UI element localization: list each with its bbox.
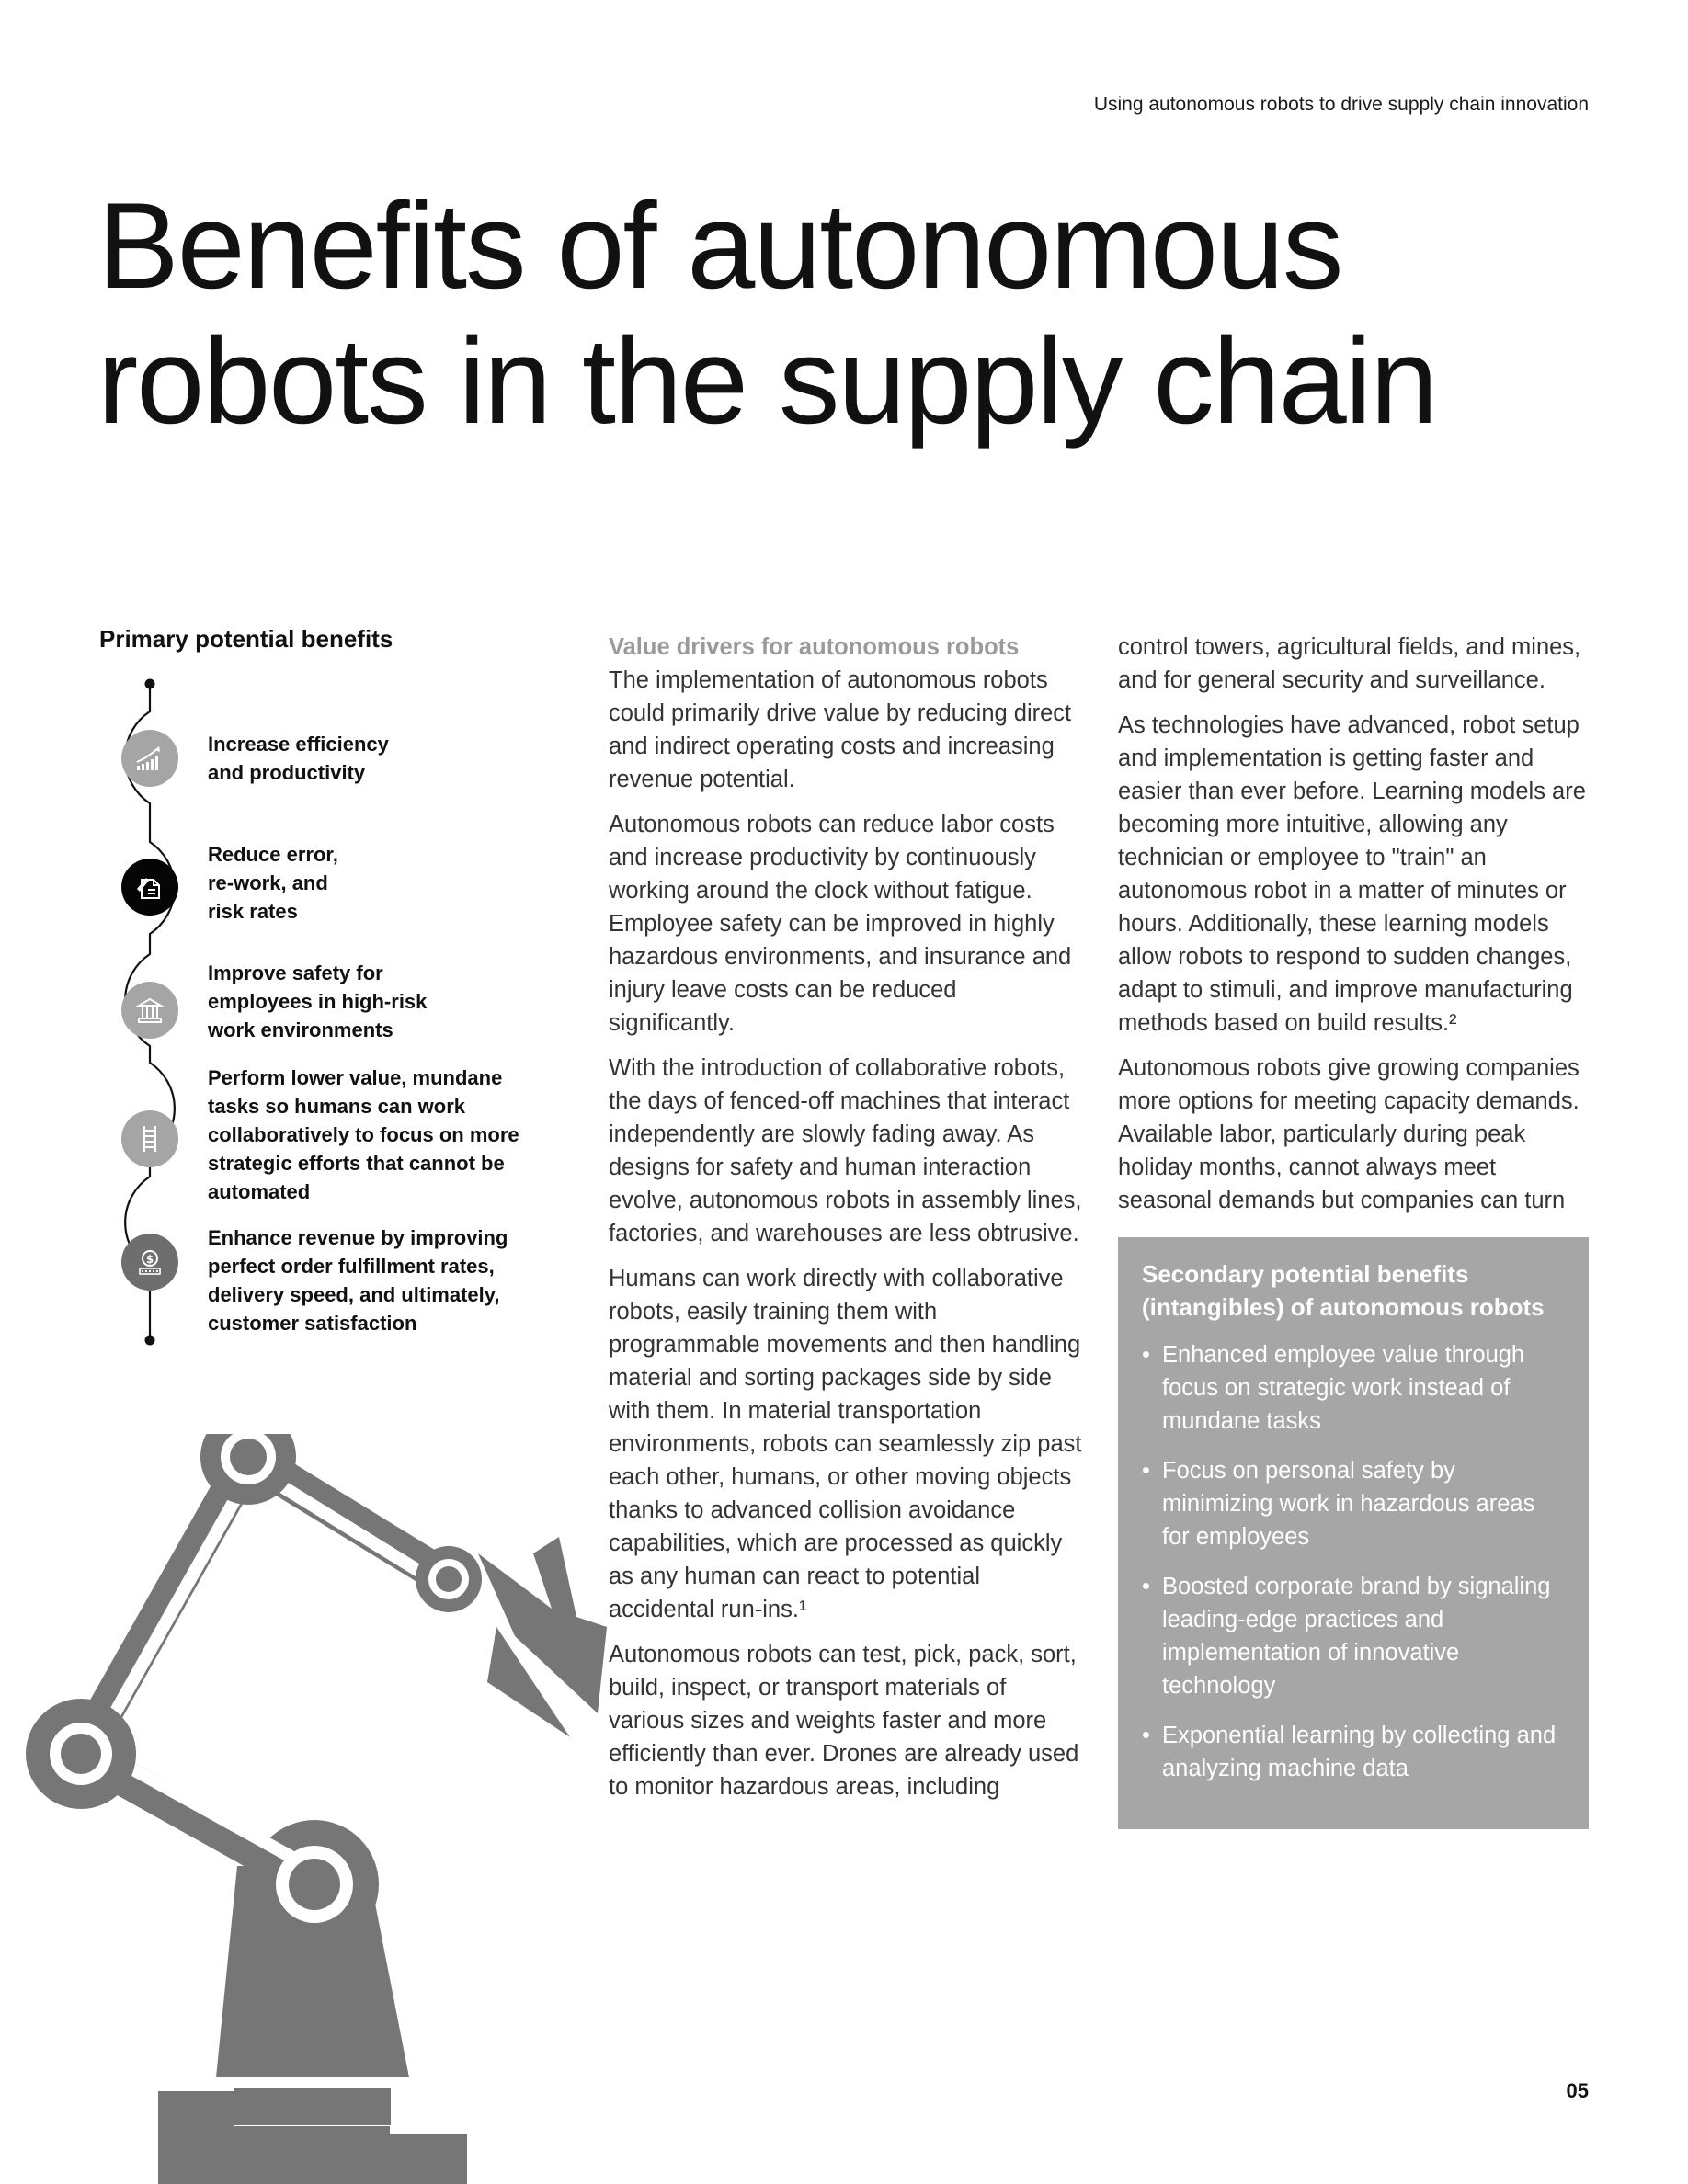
body-paragraph: Autonomous robots can reduce labor costs and increase productivity by continuously working around the clock without fatigue. Employee safety can be improved in highly hazardous environments, and insurance and injury leave costs can be reduced significantly. (609, 812, 1072, 1036)
benefit-label-revenue (208, 1223, 539, 1337)
secondary-benefits-heading: Secondary potential benefits (intangibles) of autonomous robots (1142, 1260, 1545, 1321)
institution-icon (121, 982, 178, 1039)
section-heading: Value drivers for autonomous robots (609, 634, 1020, 660)
benefit-line: Increase efficiency (208, 733, 389, 756)
primary-benefits-heading: Primary potential benefits (99, 625, 393, 653)
secondary-benefits-box (1118, 1237, 1589, 1829)
body-paragraph: Humans can work directly with collaborative robots, easily training them with programmable movements and then handling material and sorting packages side by side with them. In material transportation environments, robots can seamlessly zip past each other, humans, or other moving objects thanks to advanced collision avoidance capabilities, which are processed as quickly as any human can react to potential accidental run-ins.¹ (609, 1266, 1082, 1622)
list-item-text: Enhanced employee value through focus on strategic work instead of mundane tasks (1162, 1342, 1525, 1434)
benefit-line: Reduce error, (208, 843, 338, 866)
benefit-line: automated (208, 1180, 311, 1203)
benefit-line: perfect order fulfillment rates, (208, 1255, 495, 1278)
body-column-right (1118, 631, 1596, 1229)
bullet-icon: • (1142, 1723, 1150, 1748)
body-paragraph: With the introduction of collaborative robots, the days of fenced-off machines that interact independently are slowly fading away. As designs for safety and human interaction evolve, autonomous robots in assembly lines, factories, and warehouses are less obtrusive. (609, 1055, 1082, 1246)
body-paragraph: As technologies have advanced, robot setup and implementation is getting faster and easier than ever before. Learning models are becoming more intuitive, allowing any technician or employee to "train" an autonomous robot in a matter of minutes or hours. Additionally, these learning models allow robots to respond to sudden changes, adapt to stimuli, and improve manufacturing methods based on build results.² (1118, 712, 1586, 1036)
page-number: 05 (1566, 2079, 1589, 2102)
bullet-icon: • (1142, 1574, 1150, 1599)
benefit-line: Enhance revenue by improving (208, 1226, 508, 1249)
benefit-line: delivery speed, and ultimately, (208, 1283, 500, 1306)
benefit-line: collaboratively to focus on more (208, 1123, 519, 1146)
list-item-text: Boosted corporate brand by signaling leading-edge practices and implementation of innovative technology (1162, 1574, 1551, 1699)
svg-text:$: $ (145, 1253, 154, 1266)
page-title-line-2: robots in the supply chain (97, 313, 1437, 449)
running-header: Using autonomous robots to drive supply chain innovation (1093, 94, 1589, 115)
body-paragraph: Autonomous robots give growing companies more options for meeting capacity demands. Available labor, particularly during peak holiday months, cannot always meet seasonal demands but companies can turn (1118, 1055, 1580, 1213)
benefit-line: customer satisfaction (208, 1312, 417, 1335)
page-title (97, 179, 1568, 449)
growth-chart-icon (121, 730, 178, 787)
benefit-label-error (208, 840, 539, 926)
benefit-label-mundane (208, 1064, 539, 1206)
benefit-line: strategic efforts that cannot be (208, 1152, 505, 1175)
secondary-benefits-list (1142, 1338, 1565, 1785)
bullet-icon: • (1142, 1342, 1150, 1368)
benefit-line: work environments (208, 1018, 393, 1041)
list-item-text: Focus on personal safety by minimizing work in hazardous areas for employees (1162, 1458, 1535, 1550)
body-paragraph: Autonomous robots can test, pick, pack, sort, build, inspect, or transport materials of various sizes and weights faster and more efficiently than ever. Drones are already used to monitor hazardous areas, including (609, 1642, 1079, 1800)
robot-arm-illustration (0, 1434, 607, 2184)
ladder-icon (121, 1110, 178, 1167)
page-title-line-1: Benefits of autonomous (97, 178, 1342, 314)
bullet-icon: • (1142, 1458, 1150, 1484)
benefit-line: employees in high-risk (208, 990, 428, 1013)
document-edit-icon (121, 859, 178, 916)
dollar-coin-icon (121, 1234, 178, 1291)
benefit-label-efficiency (208, 730, 539, 787)
benefit-line: Improve safety for (208, 961, 383, 984)
list-item (1142, 1719, 1565, 1785)
benefit-line: and productivity (208, 761, 366, 784)
list-item (1142, 1338, 1565, 1438)
benefit-line: re-work, and (208, 871, 328, 894)
body-column-middle (609, 631, 1087, 1815)
benefit-line: risk rates (208, 900, 298, 923)
list-item (1142, 1454, 1565, 1553)
benefit-label-safety (208, 959, 539, 1044)
list-item (1142, 1570, 1565, 1702)
body-paragraph: The implementation of autonomous robots could primarily drive value by reducing direct and indirect operating costs and increasing revenue potential. (609, 667, 1072, 792)
body-paragraph: control towers, agricultural fields, and mines, and for general security and surveillance. (1118, 634, 1581, 693)
list-item-text: Exponential learning by collecting and analyzing machine data (1162, 1723, 1557, 1781)
benefit-line: tasks so humans can work (208, 1095, 465, 1118)
benefit-line: Perform lower value, mundane (208, 1066, 503, 1089)
